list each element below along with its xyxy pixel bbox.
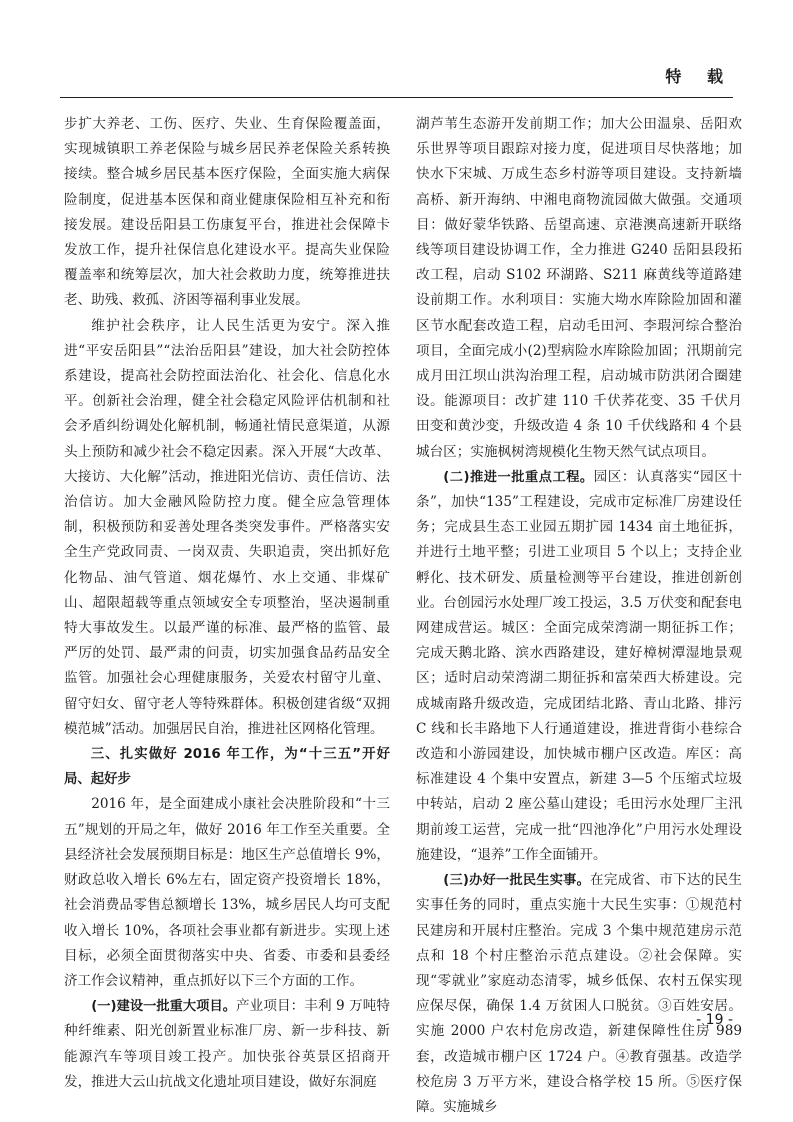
left-column <box>64 112 390 1095</box>
left-paragraph-2: 维护社会秩序，让人民生活更为安宁。深入推进“平安岳阳县”“法治岳阳县”建设，加大社会防控体系建设，提高社会防控面法治化、社会化、信息化水平。创新社会治理，健全社会稳定风险评估机制和社会矛盾纠纷调处化解机制，畅通社情民意渠道，从源头上预防和减少社会不稳定因素。深入开展“大改革、大接访、大化解”活动，推进阳光信访、责任信访、法治信访。加大金融风险防控力度。健全应急管理体制，积极预防和妥善处理各类突发事件。严格落实安全生产党政同责、一岗双责、失职追责，突出抓好危化物品、油气管道、烟花爆竹、水上交通、非煤矿山、超限超载等重点领域安全专项整治，坚决遏制重特大事故发生。以最严谨的标准、最严格的监管、最严厉的处罚、最严肃的问责，切实加强食品药品安全监管。加强社会心理健康服务，关爱农村留守儿童、留守妇女、留守老人等特殊群体。积极创建省级“双拥模范城”活动。加强居民自治，推进社区网格化管理。 <box>64 317 390 737</box>
right-paragraph-3-body: 在完成省、市下达的民生实事任务的同时，重点实施十大民生实事：①规范村民建房和开展村庄整治。完成 3 个集中规范建房示范点和 18 个村庄整治示范点建设。②社会保障。实现“零就业”家庭动态清零，城乡低保、农村五保实现应保尽保，确保 1.4 万贫困人口脱贫。③百姓安居。实施 2000 户农村危房改造，新建保障性住房 989 套，改造城市棚户区 1724 户。④教育强基。改造学校危房 3 万平方米，建设合格学校 15 所。⑤医疗保障。实施城乡 <box>416 872 742 1115</box>
subheading-major-projects: (一)建设一批重大项目。 <box>91 999 236 1015</box>
section-title: 特 载 <box>665 67 733 86</box>
right-paragraph-2 <box>416 465 742 868</box>
right-column <box>416 112 742 1120</box>
header-rule <box>60 97 733 98</box>
subheading-livelihood: (三)办好一批民生实事。 <box>443 873 591 889</box>
page-number: - 19 - <box>696 1012 733 1028</box>
right-paragraph-1: 湖芦苇生态游开发前期工作；加大公田温泉、岳阳欢乐世界等项目跟踪对接力度，促进项目尽快落地；加快水下宋城、万成生态乡村游等项目建设。支持新墙高桥、新开海纳、中湘电商物流园做大做强。交通项目：做好蒙华铁路、岳望高速、京港澳高速新开联络线等项目建设协调工作，全力推进 G240 岳阳县段拓改工程，启动 S102 环湖路、S211 麻黄线等道路建设前期工作。水利项目：实施大坳水库除险加固和灌区节水配套改造工程，启动毛田河、李瑕河综合整治项目，全面完成小(2)型病险水库除险加固；汛期前完成月田江坝山洪沟治理工程，启动城市防洪闭合圈建设。能源项目：改扩建 110 千伏荞花变、35 千伏月田变和黄沙变，升级改造 4 条 10 千伏线路和 4 个县城台区；实施枫树湾规模化生物天然气试点项目。 <box>416 116 742 460</box>
section-heading-3: 三、扎实做好 2016 年工作，为“十三五”开好局、起好步 <box>64 747 390 788</box>
left-paragraph-1: 步扩大养老、工伤、医疗、失业、生育保险覆盖面，实现城镇职工养老保险与城乡居民养老保险关系转换接续。整合城乡居民基本医疗保险，全面实施大病保险制度，促进基本医保和商业健康保险相互补充和衔接发展。建设岳阳县工伤康复平台，推进社会保障卡发放工作，提升社保信息化建设水平。提高失业保险覆盖率和统筹层次，加大社会救助力度，统筹推进扶老、助残、救孤、济困等福利事业发展。 <box>64 116 390 309</box>
right-paragraph-2-body: 园区：认真落实“园区十条”，加快“135”工程建设，完成市定标准厂房建设任务；完成县生态工业园五期扩园 1434 亩土地征拆，并进行土地平整；引进工业项目 5 个以上；支持企业孵化、技术研发、质量检测等平台建设，推进创新创业。台创园污水处理厂竣工投运，3.5 万伏变和配套电网建成营运。城区：全面完成荣湾湖一期征拆工作；完成天鹅北路、滨水西路建设，建好樟树潭湿地景观区；适时启动荣湾湖二期征拆和富荣西大桥建设。完成城南路升级改造，完成团结北路、青山北路、排污 C 线和长丰路地下人行通道建设，推进背街小巷综合改造和小游园建设，加快城市棚户区改造。库区：高标准建设 4 个集中安置点，新建 3—5 个压缩式垃圾中转站，启动 2 座公墓山建设；毛田污水处理厂主汛期前竣工运营，完成一批“四池净化”户用污水处理设施建设，“退养”工作全面铺开。 <box>416 468 742 863</box>
subheading-key-projects: (二)推进一批重点工程。 <box>443 469 594 485</box>
left-paragraph-4 <box>64 994 390 1095</box>
left-paragraph-3: 2016 年，是全面建成小康社会决胜阶段和“十三五”规划的开局之年，做好 2016 年工作至关重要。全县经济社会发展预期目标是：地区生产总值增长 9%，财政总收入增长 6%左右，固定资产投资增长 18%，社会消费品零售总额增长 13%，城乡居民人均可支配收入增长 10%，各项社会事业都有新进步。实现上述目标，必须全面贯彻落实中央、省委、市委和县委经济工作会议精神，重点抓好以下三个方面的工作。 <box>64 796 390 989</box>
left-paragraph-4-body: 产业项目：丰利 9 万吨特种纤维素、阳光创新置业标准厂房、新一步科技、新能源汽车等项目竣工投产。加快张谷英景区招商开发，推进大云山抗战文化遗址项目建设，做好东洞庭 <box>64 998 390 1090</box>
right-paragraph-3 <box>416 868 742 1120</box>
